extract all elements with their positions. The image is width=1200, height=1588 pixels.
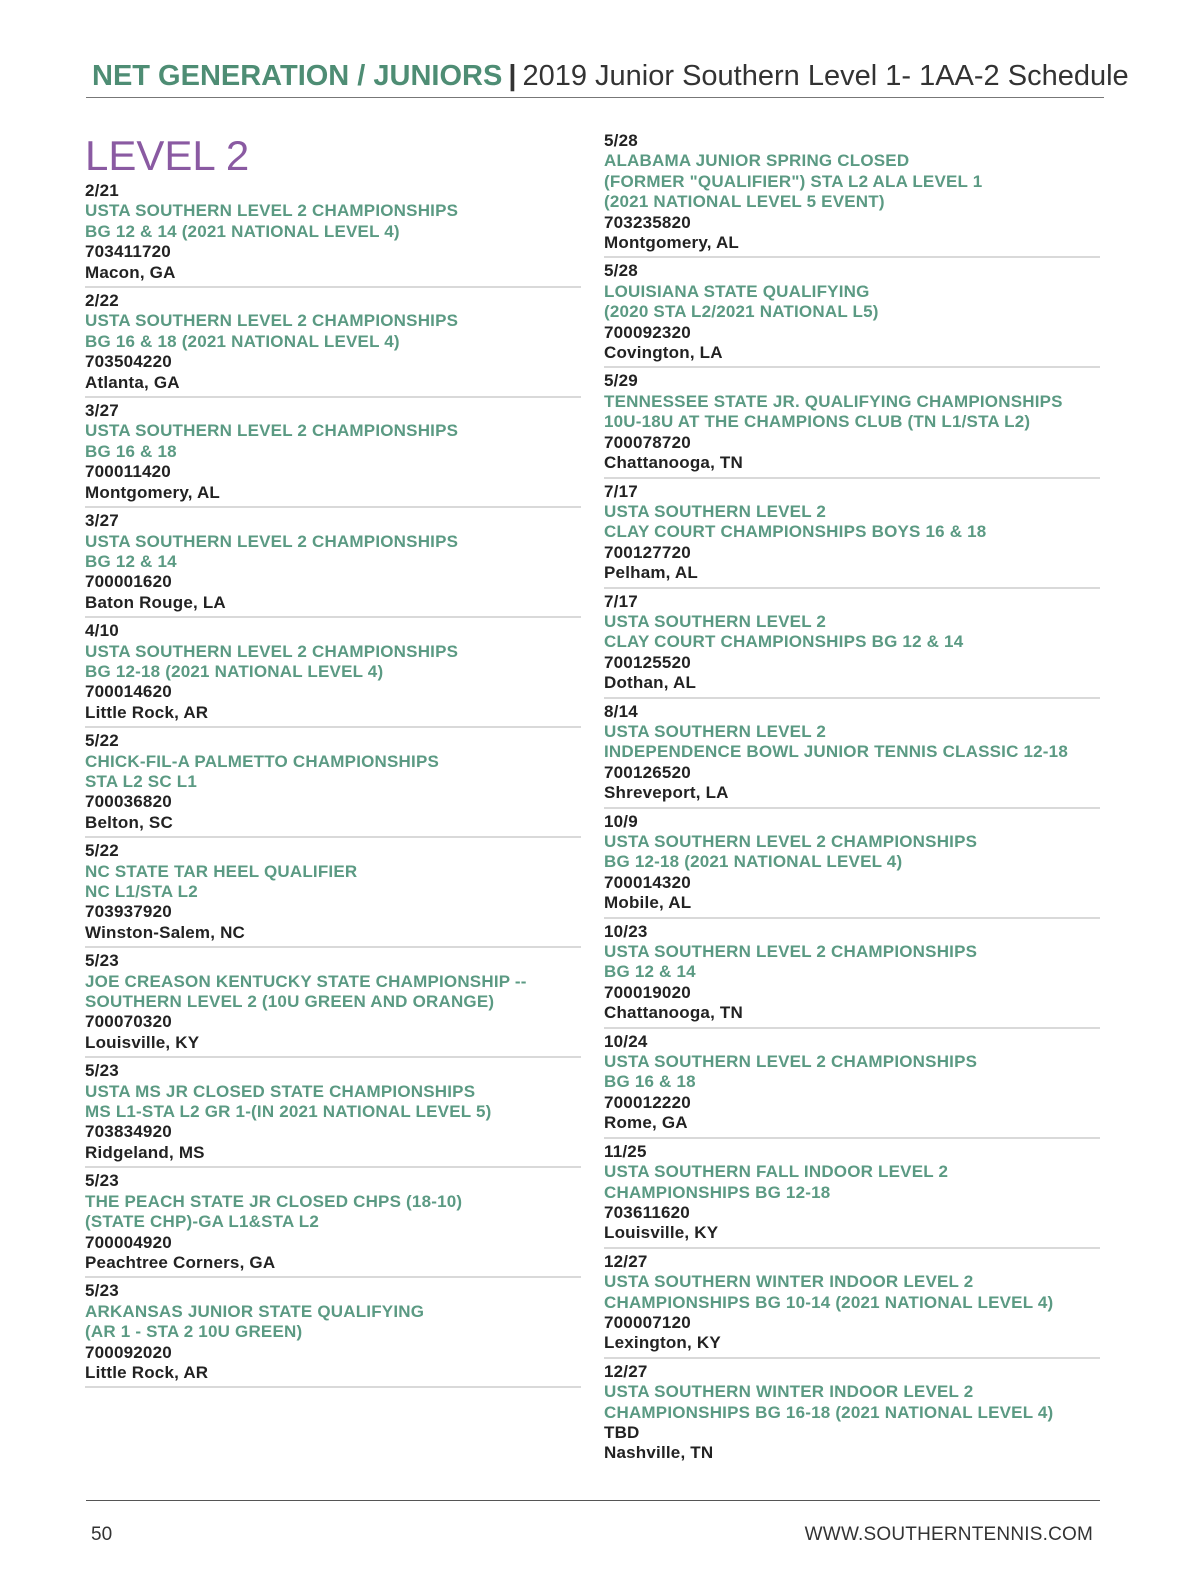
entry-date: 5/28	[604, 261, 638, 281]
schedule-entry	[85, 181, 581, 288]
entry-tournament-id: 700011420	[85, 462, 171, 482]
entry-location: Little Rock, AR	[85, 1362, 209, 1382]
entry-date: 7/17	[604, 591, 638, 611]
schedule-entry	[604, 922, 1100, 1029]
header-brand: NET GENERATION / JUNIORS	[92, 60, 503, 92]
entry-location: Chattanooga, TN	[604, 1003, 743, 1023]
schedule-entry	[85, 511, 581, 618]
entry-location: Louisville, KY	[604, 1223, 719, 1243]
entry-date: 5/23	[85, 1171, 119, 1191]
entry-tournament-id: 703235820	[604, 212, 691, 232]
schedule-entry	[604, 1362, 1100, 1467]
entry-location: Chattanooga, TN	[604, 453, 743, 473]
entry-date: 5/23	[85, 1061, 119, 1081]
entry-tournament-name: USTA SOUTHERN LEVEL 2 CHAMPIONSHIPS BG 12-18 (2021 NATIONAL LEVEL 4)	[604, 832, 978, 872]
left-column	[85, 133, 581, 1391]
schedule-entry	[604, 1252, 1100, 1359]
page-header	[92, 58, 1129, 94]
entry-date: 5/22	[85, 841, 119, 861]
entry-location: Shreveport, LA	[604, 783, 729, 803]
entry-date: 12/27	[604, 1361, 648, 1381]
entry-tournament-id: 700014320	[604, 872, 691, 892]
schedule-entry	[604, 1032, 1100, 1139]
entry-location: Macon, GA	[85, 262, 176, 282]
entry-tournament-id: 703504220	[85, 352, 172, 372]
page-number: 50	[91, 1524, 113, 1545]
right-column	[604, 131, 1100, 1470]
entry-tournament-name: THE PEACH STATE JR CLOSED CHPS (18-10) (STATE CHP)-GA L1&STA L2	[85, 1191, 463, 1232]
entry-tournament-name: USTA SOUTHERN LEVEL 2 INDEPENDENCE BOWL JUNIOR TENNIS CLASSIC 12-18	[604, 721, 1068, 762]
entry-date: 2/21	[85, 181, 119, 200]
entry-tournament-id: 700125520	[604, 652, 691, 672]
entry-tournament-name: USTA SOUTHERN LEVEL 2 CHAMPIONSHIPS BG 12 & 14	[85, 531, 459, 571]
schedule-entry	[604, 131, 1100, 258]
schedule-entry	[604, 1142, 1100, 1249]
entry-location: Atlanta, GA	[85, 372, 180, 392]
entry-date: 4/10	[85, 621, 119, 641]
entry-tournament-id: 700012220	[604, 1092, 691, 1112]
entry-tournament-name: USTA SOUTHERN LEVEL 2 CHAMPIONSHIPS BG 16 & 18	[85, 421, 459, 461]
schedule-entry	[604, 371, 1100, 478]
entry-date: 7/17	[604, 481, 638, 501]
entry-tournament-name: USTA SOUTHERN LEVEL 2 CHAMPIONSHIPS BG 12 & 14	[604, 942, 978, 982]
schedule-entry	[85, 1061, 581, 1168]
entry-tournament-id: 700001620	[85, 572, 172, 592]
entry-location: Nashville, TN	[604, 1443, 714, 1463]
entry-date: 10/24	[604, 1031, 648, 1051]
entry-tournament-id: 703611620	[604, 1202, 690, 1222]
entry-location: Covington, LA	[604, 343, 723, 363]
entry-tournament-id: 700078720	[604, 432, 691, 452]
entry-tournament-name: USTA SOUTHERN LEVEL 2 CLAY COURT CHAMPIONSHIPS BG 12 & 14	[604, 611, 964, 652]
entry-location: Baton Rouge, LA	[85, 592, 226, 612]
entry-location: Belton, SC	[85, 812, 173, 832]
entry-tournament-name: LOUISIANA STATE QUALIFYING (2020 STA L2/2021 NATIONAL L5)	[604, 281, 879, 322]
entry-tournament-name: USTA SOUTHERN WINTER INDOOR LEVEL 2 CHAMPIONSHIPS BG 16-18 (2021 NATIONAL LEVEL 4)	[604, 1382, 1054, 1422]
schedule-entry	[604, 261, 1100, 368]
entry-location: Winston-Salem, NC	[85, 922, 246, 942]
entry-tournament-name: USTA SOUTHERN LEVEL 2 CHAMPIONSHIPS BG 12 & 14 (2021 NATIONAL LEVEL 4)	[85, 201, 459, 241]
entry-tournament-name: ARKANSAS JUNIOR STATE QUALIFYING (AR 1 - STA 2 10U GREEN)	[85, 1301, 425, 1342]
entry-tournament-name: CHICK-FIL-A PALMETTO CHAMPIONSHIPS STA L2 SC L1	[85, 751, 440, 791]
entry-date: 3/27	[85, 511, 119, 531]
footer-divider	[86, 1500, 1100, 1501]
entry-tournament-id: 700126520	[604, 762, 691, 782]
entry-tournament-name: USTA SOUTHERN FALL INDOOR LEVEL 2 CHAMPIONSHIPS BG 12-18	[604, 1162, 949, 1202]
entry-date: 5/29	[604, 371, 638, 391]
schedule-entry	[604, 592, 1100, 699]
entry-tournament-name: ALABAMA JUNIOR SPRING CLOSED (FORMER "QUALIFIER") STA L2 ALA LEVEL 1 (2021 NATIONAL LEVEL 5 EVENT)	[604, 151, 983, 212]
entry-tournament-id: 700092020	[85, 1342, 172, 1362]
entry-date: 2/22	[85, 291, 119, 311]
entry-tournament-id: 700019020	[604, 982, 691, 1002]
entry-date: 12/27	[604, 1251, 648, 1271]
entry-tournament-id: 700092320	[604, 322, 691, 342]
entry-location: Pelham, AL	[604, 563, 698, 583]
entry-location: Dothan, AL	[604, 673, 697, 693]
entry-tournament-id: 700127720	[604, 542, 691, 562]
schedule-entry	[85, 621, 581, 728]
entry-date: 10/9	[604, 811, 638, 831]
schedule-entry	[85, 401, 581, 508]
entry-location: Peachtree Corners, GA	[85, 1252, 276, 1272]
entry-tournament-name: USTA SOUTHERN LEVEL 2 CHAMPIONSHIPS BG 16 & 18	[604, 1052, 978, 1092]
entry-date: 5/22	[85, 731, 119, 751]
entry-tournament-id: 703834920	[85, 1122, 172, 1142]
website-link[interactable]: WWW.SOUTHERNTENNIS.COM	[804, 1524, 1093, 1545]
entry-tournament-name: USTA SOUTHERN LEVEL 2 CLAY COURT CHAMPIONSHIPS BOYS 16 & 18	[604, 501, 987, 542]
entry-tournament-name: USTA SOUTHERN WINTER INDOOR LEVEL 2 CHAMPIONSHIPS BG 10-14 (2021 NATIONAL LEVEL 4)	[604, 1272, 1054, 1312]
entry-tournament-name: JOE CREASON KENTUCKY STATE CHAMPIONSHIP -- SOUTHERN LEVEL 2 (10U GREEN AND ORANGE)	[85, 971, 527, 1012]
header-separator: |	[508, 60, 517, 92]
schedule-entry	[85, 291, 581, 398]
schedule-entry	[85, 1281, 581, 1388]
entry-tournament-name: NC STATE TAR HEEL QUALIFIER NC L1/STA L2	[85, 861, 358, 901]
entry-location: Montgomery, AL	[604, 233, 740, 253]
entry-location: Little Rock, AR	[85, 702, 209, 722]
schedule-entry	[604, 812, 1100, 919]
entry-date: 5/23	[85, 1281, 119, 1301]
entry-location: Lexington, KY	[604, 1333, 721, 1353]
schedule-entry	[85, 1171, 581, 1278]
entry-location: Rome, GA	[604, 1113, 688, 1133]
entry-tournament-name: USTA SOUTHERN LEVEL 2 CHAMPIONSHIPS BG 16 & 18 (2021 NATIONAL LEVEL 4)	[85, 311, 459, 351]
header-divider	[86, 97, 1104, 98]
entry-location: Montgomery, AL	[85, 482, 221, 502]
entry-tournament-name: TENNESSEE STATE JR. QUALIFYING CHAMPIONSHIPS 10U-18U AT THE CHAMPIONS CLUB (TN L1/STA L2)	[604, 391, 1063, 432]
entry-tournament-id: 703411720	[85, 242, 171, 262]
entry-tournament-name: USTA MS JR CLOSED STATE CHAMPIONSHIPS MS L1-STA L2 GR 1-(IN 2021 NATIONAL LEVEL 5)	[85, 1081, 492, 1122]
entry-location: Mobile, AL	[604, 893, 692, 913]
entry-tournament-id: 700070320	[85, 1012, 172, 1032]
entry-location: Louisville, KY	[85, 1032, 200, 1052]
entry-tournament-id: 700007120	[604, 1312, 691, 1332]
entry-date: 8/14	[604, 701, 638, 721]
entry-date: 5/23	[85, 951, 119, 971]
entry-tournament-id: 700014620	[85, 682, 172, 702]
schedule-entry	[85, 951, 581, 1058]
section-title: LEVEL 2	[85, 132, 250, 179]
schedule-entry	[85, 841, 581, 948]
schedule-entry	[85, 731, 581, 838]
entry-date: 5/28	[604, 131, 638, 150]
entry-tournament-name: USTA SOUTHERN LEVEL 2 CHAMPIONSHIPS BG 12-18 (2021 NATIONAL LEVEL 4)	[85, 641, 459, 681]
entry-tournament-id: 700004920	[85, 1232, 172, 1252]
entry-tournament-id: 700036820	[85, 792, 172, 812]
entry-tournament-id: 703937920	[85, 902, 172, 922]
schedule-entry	[604, 482, 1100, 589]
header-subtitle: 2019 Junior Southern Level 1- 1AA-2 Schedule	[522, 60, 1129, 92]
entry-date: 3/27	[85, 401, 119, 421]
schedule-entry	[604, 702, 1100, 809]
entry-date: 11/25	[604, 1141, 647, 1161]
entry-date: 10/23	[604, 921, 648, 941]
entry-tournament-id: TBD	[604, 1422, 640, 1442]
entry-location: Ridgeland, MS	[85, 1142, 205, 1162]
